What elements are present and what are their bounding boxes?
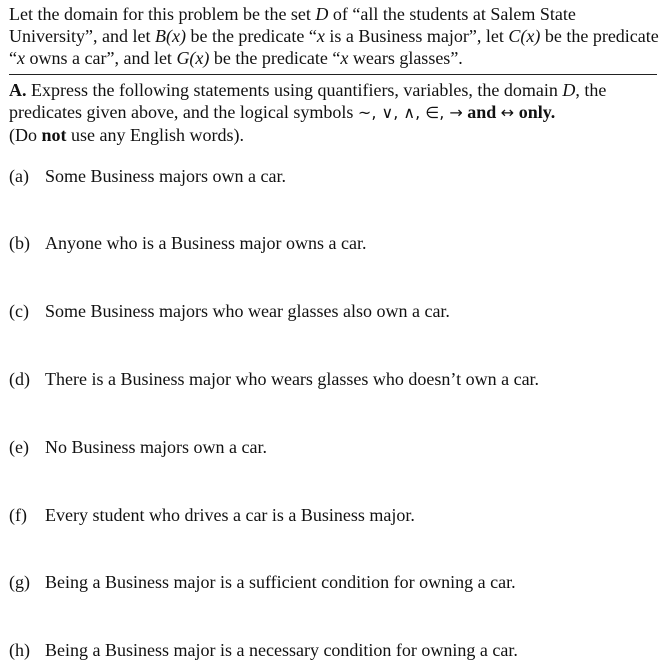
question-g <box>9 571 659 593</box>
question-text: Anyone who is a Business major owns a car. <box>45 233 367 253</box>
intro-text: be the predicate “ <box>9 26 659 68</box>
question-label: (e) <box>9 437 29 457</box>
domain-symbol: D <box>562 80 576 100</box>
question-text: Some Business majors own a car. <box>45 166 286 186</box>
predicate-c: C(x) <box>508 26 541 46</box>
question-text: There is a Business major who wears glasses who doesn’t own a car. <box>45 369 540 389</box>
intro-text: is a Business major”, let <box>324 26 509 46</box>
logical-symbols: ~, ∨, ∧, ∈, → <box>357 103 463 122</box>
question-label: (b) <box>9 233 30 253</box>
question-text: Some Business majors who wear glasses also own a car. <box>45 301 450 321</box>
question-c <box>9 300 659 322</box>
question-label: (h) <box>9 640 30 660</box>
question-label: (a) <box>9 166 29 186</box>
question-text: No Business majors own a car. <box>45 437 267 457</box>
domain-symbol: D <box>315 4 329 24</box>
intro-text: be the predicate “ <box>209 48 341 68</box>
question-label: (g) <box>9 572 30 592</box>
part-a-text: (Do <box>9 125 42 145</box>
variable-x: x <box>17 48 25 68</box>
intro-text: be the predicate “ <box>185 26 317 46</box>
only-word: only. <box>514 102 556 122</box>
part-a-instructions <box>9 79 659 146</box>
section-divider <box>9 74 657 75</box>
part-a-label: A. <box>9 80 27 100</box>
question-e <box>9 436 659 458</box>
intro-text: owns a car”, and let <box>25 48 177 68</box>
variable-x: x <box>316 26 325 46</box>
part-a-text: use any English words). <box>66 125 244 145</box>
intro-text: Let the domain for this problem be the set <box>9 4 316 24</box>
iff-symbol: ↔ <box>500 103 515 122</box>
part-a-text: Express the following statements using quantifiers, variables, the domain <box>26 80 563 100</box>
predicate-b: B(x) <box>154 26 186 46</box>
question-text: Being a Business major is a sufficient condition for owning a car. <box>45 572 516 592</box>
question-text: Being a Business major is a necessary condition for owning a car. <box>45 640 518 660</box>
intro-text: of “all the students at Salem State University”, and let <box>9 4 576 46</box>
question-label: (d) <box>9 369 30 389</box>
and-word: and <box>462 102 501 122</box>
part-a-text: , the predicates given above, and the logical symbols <box>9 80 607 122</box>
intro-paragraph <box>9 3 659 69</box>
variable-x: x <box>340 48 349 68</box>
question-b <box>9 232 659 254</box>
question-label: (f) <box>9 505 27 525</box>
question-text: Every student who drives a car is a Business major. <box>45 505 415 525</box>
predicate-g: G(x) <box>176 48 210 68</box>
not-word: not <box>41 125 67 145</box>
question-f <box>9 504 659 526</box>
intro-text: wears glasses”. <box>348 48 463 68</box>
question-h <box>9 639 659 661</box>
question-d <box>9 368 659 390</box>
question-a <box>9 165 659 187</box>
question-label: (c) <box>9 301 29 321</box>
